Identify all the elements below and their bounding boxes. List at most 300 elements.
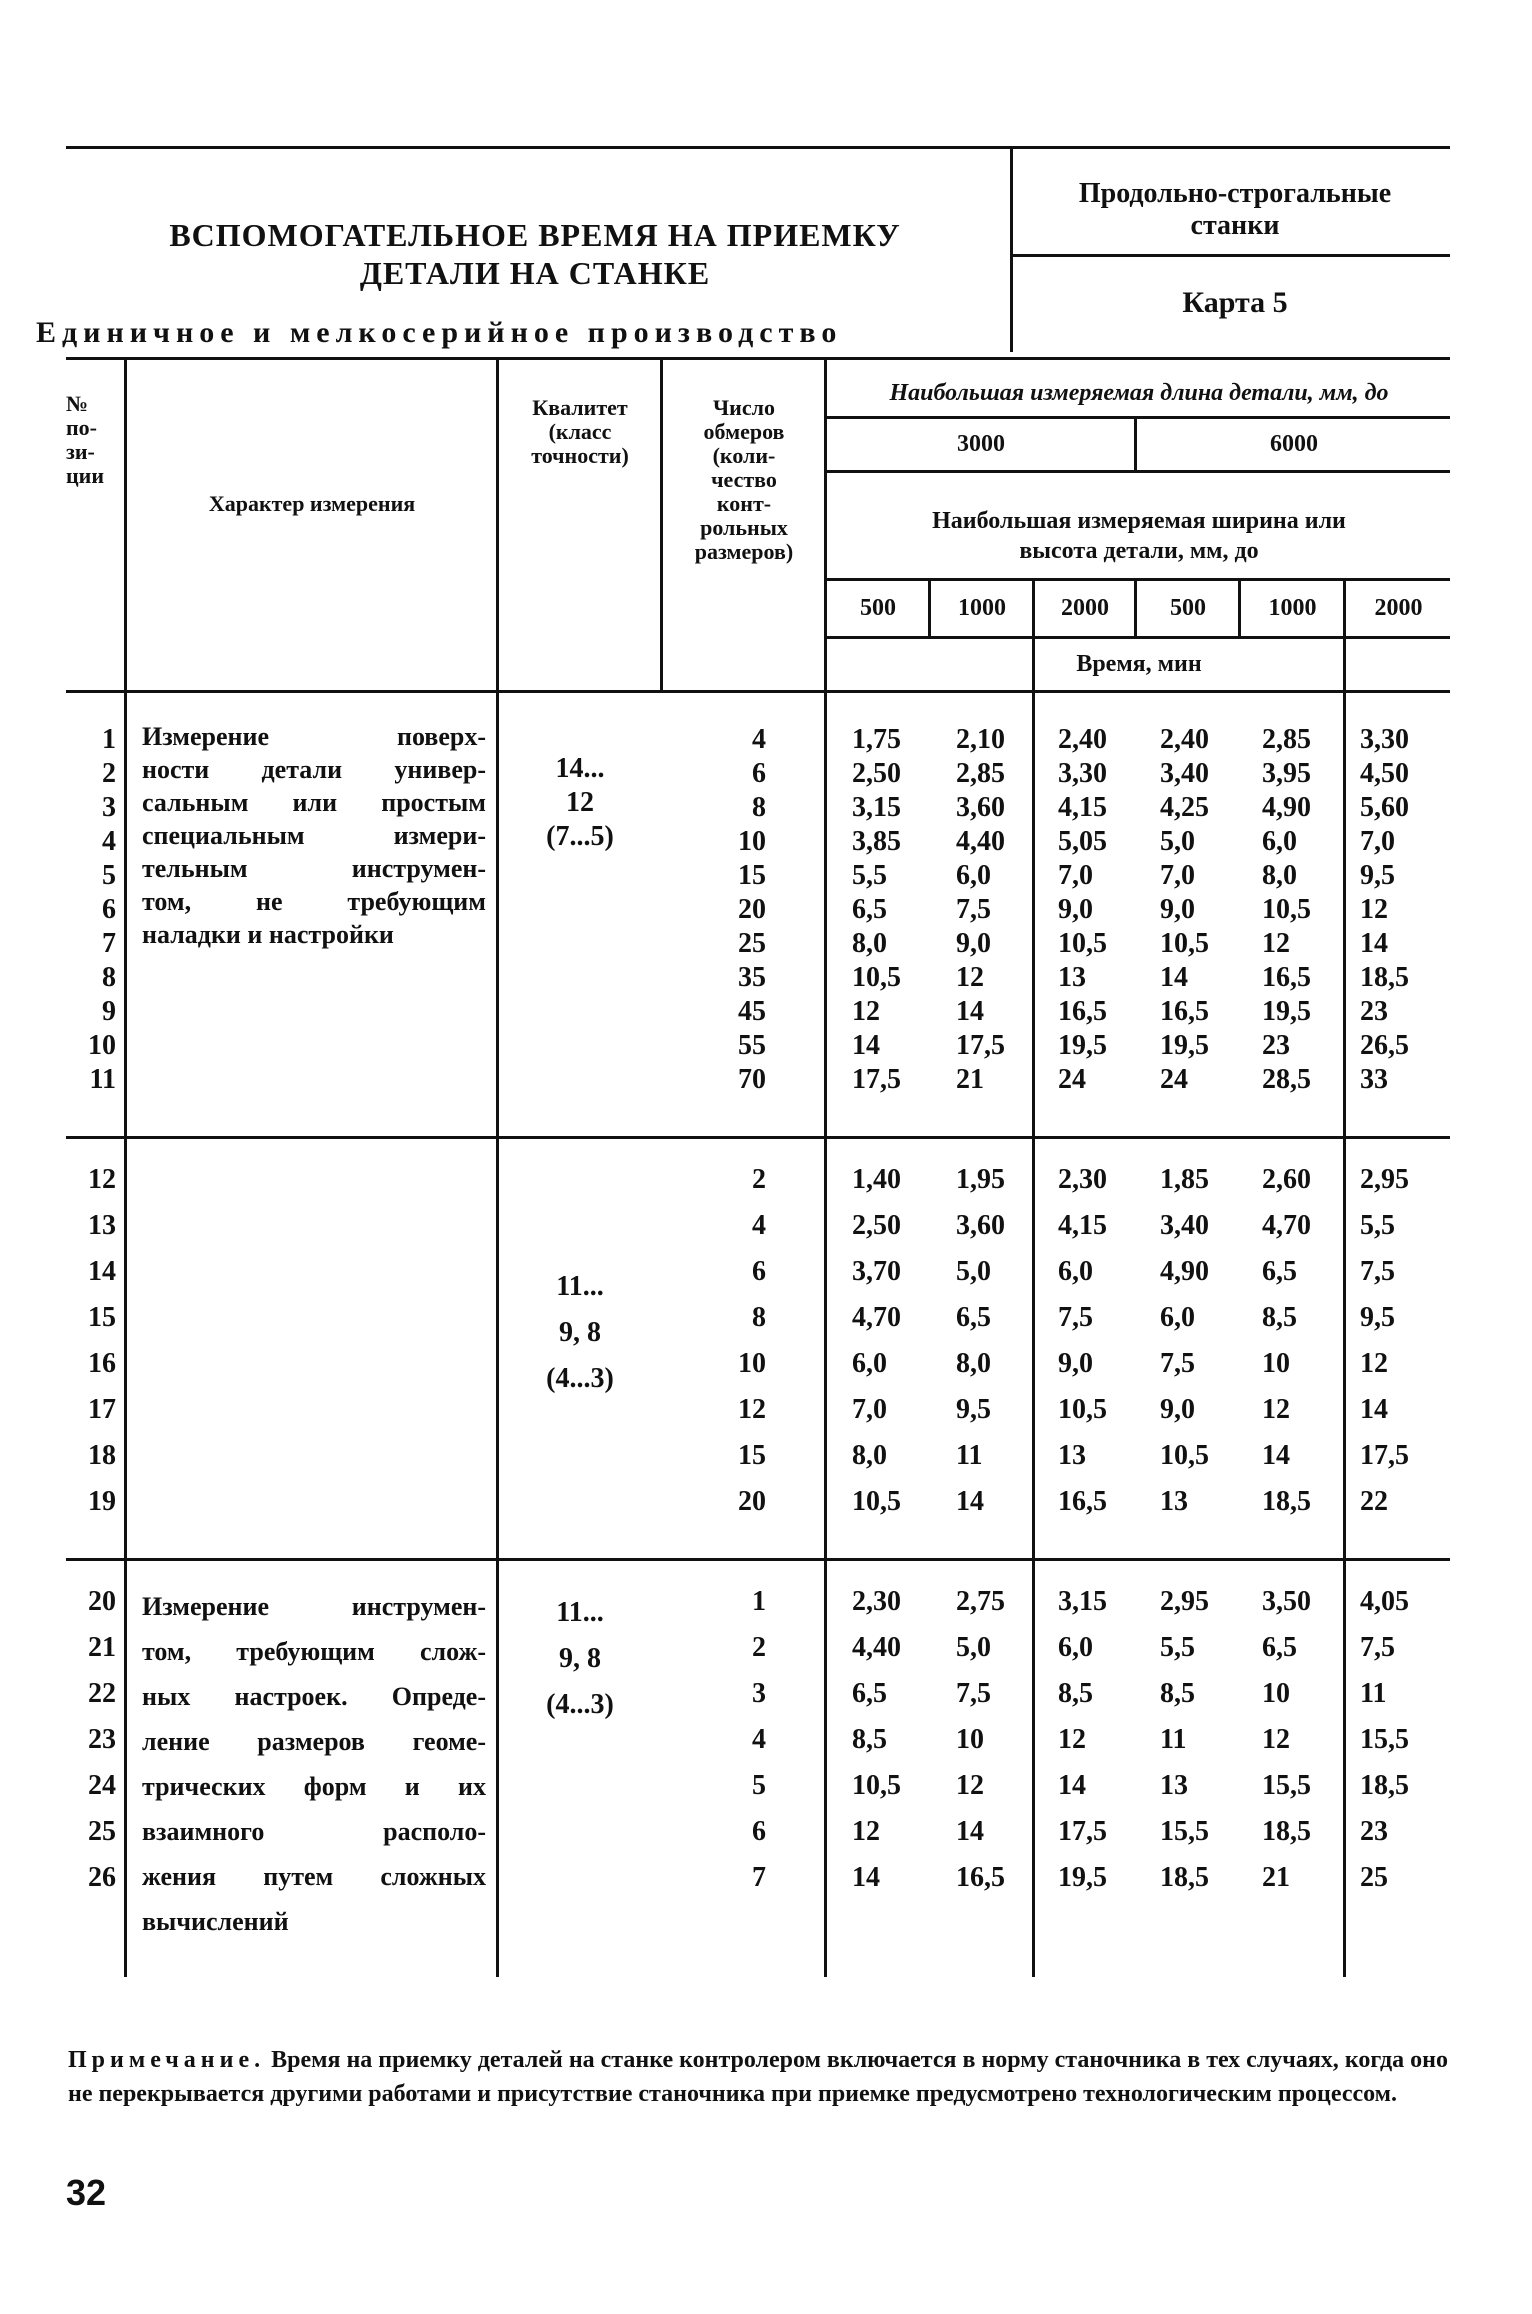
count-header-line: рольных [700, 515, 788, 540]
card-rule [1010, 254, 1450, 257]
time-value: 9,0 [1058, 1348, 1093, 1379]
time-value: 9,0 [1160, 894, 1195, 925]
kval-header-line: Квалитет [532, 395, 628, 420]
measure-count: 4 [752, 1210, 766, 1241]
table-top-rule [66, 357, 1450, 360]
time-value: 12 [1360, 894, 1388, 925]
time-value: 4,15 [1058, 792, 1107, 823]
time-value: 19,5 [1160, 1030, 1209, 1061]
machine-line-2: станки [1190, 210, 1280, 241]
measure-count: 8 [752, 792, 766, 823]
measure-count: 5 [752, 1770, 766, 1801]
time-value: 21 [1262, 1862, 1290, 1893]
time-value: 13 [1160, 1770, 1188, 1801]
time-value: 7,5 [1160, 1348, 1195, 1379]
measure-count: 35 [738, 962, 766, 993]
position-number: 18 [88, 1440, 116, 1471]
time-value: 16,5 [1058, 1486, 1107, 1517]
time-value: 10 [1262, 1348, 1290, 1379]
time-value: 18,5 [1262, 1816, 1311, 1847]
time-value: 3,40 [1160, 758, 1209, 789]
time-value: 13 [1058, 1440, 1086, 1471]
time-value: 11 [1160, 1724, 1187, 1755]
group-3-kvalitet [500, 1590, 660, 1728]
measure-count: 10 [738, 826, 766, 857]
time-value: 4,40 [852, 1632, 901, 1663]
time-value: 4,70 [852, 1302, 901, 1333]
card-number: Карта 5 [1182, 286, 1288, 319]
time-value: 15,5 [1262, 1770, 1311, 1801]
time-value: 7,0 [852, 1394, 887, 1425]
time-value: 14 [956, 1816, 984, 1847]
time-value: 8,0 [956, 1348, 991, 1379]
group-rule-1 [66, 1136, 1450, 1139]
description-line: жения путем сложных [142, 1862, 486, 1891]
time-value: 6,5 [852, 1678, 887, 1709]
measure-count: 6 [752, 1256, 766, 1287]
measure-count: 7 [752, 1862, 766, 1893]
measure-count: 1 [752, 1586, 766, 1617]
time-value: 5,05 [1058, 826, 1107, 857]
time-value: 5,0 [1160, 826, 1195, 857]
title-line-2: ДЕТАЛИ НА СТАНКЕ [359, 255, 711, 291]
pos-header-line: по- [66, 415, 98, 440]
position-number: 4 [102, 826, 116, 857]
time-value: 6,5 [852, 894, 887, 925]
time-value: 12 [956, 1770, 984, 1801]
time-value: 2,95 [1160, 1586, 1209, 1617]
char-column-header: Характер измерения [208, 491, 416, 516]
description-line: специальным измери- [142, 821, 486, 850]
time-value: 6,0 [1160, 1302, 1195, 1333]
time-value: 18,5 [1360, 1770, 1409, 1801]
time-value: 3,60 [956, 1210, 1005, 1241]
time-value: 16,5 [1058, 996, 1107, 1027]
measure-count: 3 [752, 1678, 766, 1709]
time-value: 15,5 [1160, 1816, 1209, 1847]
time-value: 12 [852, 1816, 880, 1847]
position-number: 24 [88, 1770, 116, 1801]
time-value: 3,85 [852, 826, 901, 857]
col-line-count [824, 357, 827, 1977]
time-value: 17,5 [1058, 1816, 1107, 1847]
title-line-1: ВСПОМОГАТЕЛЬНОЕ ВРЕМЯ НА ПРИЕМКУ [169, 217, 901, 253]
time-value: 8,5 [1262, 1302, 1297, 1333]
group-2-kvalitet [500, 1264, 660, 1402]
time-value: 11 [956, 1440, 983, 1471]
width-500-a: 500 [860, 595, 896, 621]
time-value: 15,5 [1360, 1724, 1409, 1755]
pos-header-line: ции [66, 463, 105, 488]
measure-count: 2 [752, 1632, 766, 1663]
time-value: 2,75 [956, 1586, 1005, 1617]
kvalitet-line: 14... [555, 753, 605, 784]
position-number: 22 [88, 1678, 116, 1709]
width-2000-b: 2000 [1374, 595, 1423, 621]
time-value: 22 [1360, 1486, 1388, 1517]
time-value: 18,5 [1262, 1486, 1311, 1517]
time-value: 5,5 [852, 860, 887, 891]
time-value: 9,0 [1160, 1394, 1195, 1425]
time-value: 6,5 [956, 1302, 991, 1333]
measure-count: 20 [738, 894, 766, 925]
position-number: 3 [102, 792, 116, 823]
length-values-rule [824, 470, 1450, 473]
time-value: 10,5 [852, 1486, 901, 1517]
note [68, 2043, 1448, 2111]
time-value: 10,5 [1262, 894, 1311, 925]
time-value: 7,0 [1058, 860, 1093, 891]
time-value: 7,5 [1360, 1632, 1395, 1663]
length-6000: 6000 [1270, 431, 1318, 457]
time-value: 7,5 [956, 1678, 991, 1709]
time-value: 3,70 [852, 1256, 901, 1287]
time-value: 3,15 [852, 792, 901, 823]
time-value: 11 [1360, 1678, 1387, 1709]
measure-count: 25 [738, 928, 766, 959]
position-number: 14 [88, 1256, 116, 1287]
col-line-char [496, 357, 499, 1977]
time-value: 14 [1262, 1440, 1290, 1471]
description-line: трических форм и их [142, 1772, 486, 1801]
col-line-w1 [928, 578, 931, 636]
time-value: 4,90 [1160, 1256, 1209, 1287]
time-value: 6,0 [852, 1348, 887, 1379]
time-value: 4,50 [1360, 758, 1409, 789]
time-value: 4,05 [1360, 1586, 1409, 1617]
col-line-w5 [1343, 578, 1346, 1977]
description-line: сальным или простым [142, 788, 486, 817]
time-value: 14 [956, 996, 984, 1027]
time-value: 14 [1160, 962, 1188, 993]
count-header-line: (коли- [712, 443, 776, 468]
position-number: 19 [88, 1486, 116, 1517]
machine-line-1: Продольно-строгальные [1078, 178, 1392, 209]
group-1-kvalitet [500, 752, 660, 854]
time-value: 4,90 [1262, 792, 1311, 823]
time-value: 4,15 [1058, 1210, 1107, 1241]
time-value: 5,5 [1360, 1210, 1395, 1241]
time-value: 14 [1058, 1770, 1086, 1801]
time-value: 7,0 [1360, 826, 1395, 857]
time-value: 2,85 [956, 758, 1005, 789]
kvalitet-line: 11... [556, 1271, 604, 1302]
kval-column-header [500, 396, 660, 468]
time-value: 6,5 [1262, 1632, 1297, 1663]
time-value: 7,0 [1160, 860, 1195, 891]
measure-count: 12 [738, 1394, 766, 1425]
time-value: 7,5 [1058, 1302, 1093, 1333]
time-value: 9,5 [1360, 860, 1395, 891]
time-value: 3,30 [1058, 758, 1107, 789]
measure-count: 4 [752, 724, 766, 755]
description-line: Измерение поверх- [142, 722, 486, 751]
measure-count: 55 [738, 1030, 766, 1061]
time-value: 19,5 [1262, 996, 1311, 1027]
position-number: 6 [102, 894, 116, 925]
col-line-length-split [1134, 416, 1137, 470]
measure-count: 15 [738, 860, 766, 891]
position-number: 10 [88, 1030, 116, 1061]
time-value: 8,0 [852, 1440, 887, 1471]
time-value: 8,5 [852, 1724, 887, 1755]
measure-count: 20 [738, 1486, 766, 1517]
time-value: 4,25 [1160, 792, 1209, 823]
description-line: ных настроек. Опреде- [142, 1682, 486, 1711]
group-rule-2 [66, 1558, 1450, 1561]
position-number: 5 [102, 860, 116, 891]
description-line: тельным инструмен- [142, 854, 486, 883]
time-value: 14 [852, 1862, 880, 1893]
kvalitet-line: (4...3) [546, 1689, 614, 1720]
time-value: 6,0 [956, 860, 991, 891]
width-1000-a: 1000 [958, 595, 1006, 621]
time-value: 2,50 [852, 758, 901, 789]
measure-count: 8 [752, 1302, 766, 1333]
time-value: 10 [1262, 1678, 1290, 1709]
page-number: 32 [66, 2172, 107, 2213]
time-value: 14 [1360, 928, 1388, 959]
time-value: 3,30 [1360, 724, 1409, 755]
count-column-header [664, 396, 824, 564]
description-line: том, требующим слож- [142, 1637, 486, 1666]
measure-count: 6 [752, 1816, 766, 1847]
page-title [110, 216, 960, 292]
time-value: 6,0 [1058, 1632, 1093, 1663]
time-value: 2,40 [1058, 724, 1107, 755]
position-number: 15 [88, 1302, 116, 1333]
time-value: 6,5 [1262, 1256, 1297, 1287]
description-line: вычислений [142, 1907, 289, 1936]
time-value: 2,30 [1058, 1164, 1107, 1195]
time-value: 23 [1360, 1816, 1388, 1847]
measure-count: 6 [752, 758, 766, 789]
time-value: 18,5 [1160, 1862, 1209, 1893]
time-value: 5,5 [1160, 1632, 1195, 1663]
count-header-line: Число [713, 395, 775, 420]
time-value: 1,75 [852, 724, 901, 755]
time-value: 5,0 [956, 1632, 991, 1663]
time-value: 8,0 [852, 928, 887, 959]
count-header-line: конт- [716, 491, 772, 516]
time-value: 2,30 [852, 1586, 901, 1617]
pos-header-line: зи- [66, 439, 95, 464]
time-value: 6,0 [1262, 826, 1297, 857]
description-line: ности детали универ- [142, 755, 486, 784]
kvalitet-line: 9, 8 [559, 1643, 601, 1674]
time-value: 9,5 [956, 1394, 991, 1425]
time-value: 16,5 [1262, 962, 1311, 993]
time-value: 9,0 [956, 928, 991, 959]
time-value: 8,0 [1262, 860, 1297, 891]
max-width-line: высота детали, мм, до [1019, 538, 1259, 564]
kval-header-line: (класс [548, 419, 612, 444]
time-value: 12 [852, 996, 880, 1027]
time-unit-header: Время, мин [1076, 651, 1202, 677]
group-1-description [142, 720, 486, 951]
machine-type [1020, 178, 1450, 242]
position-number: 16 [88, 1348, 116, 1379]
time-value: 1,40 [852, 1164, 901, 1195]
width-values-rule [824, 636, 1450, 639]
time-value: 12 [1360, 1348, 1388, 1379]
width-500-b: 500 [1170, 595, 1206, 621]
max-length-header: Наибольшая измеряемая длина детали, мм, до [889, 380, 1389, 406]
time-value: 33 [1360, 1064, 1388, 1095]
description-line: наладки и настройки [142, 920, 394, 949]
time-value: 1,85 [1160, 1164, 1209, 1195]
header-bottom-rule [66, 690, 1450, 693]
time-value: 10,5 [1160, 928, 1209, 959]
time-value: 10,5 [1058, 928, 1107, 959]
time-value: 2,60 [1262, 1164, 1311, 1195]
length-rule [824, 416, 1450, 419]
group-3-description [142, 1584, 486, 1944]
time-value: 3,40 [1160, 1210, 1209, 1241]
col-line-kval-head [660, 357, 663, 690]
time-value: 14 [1360, 1394, 1388, 1425]
time-value: 3,50 [1262, 1586, 1311, 1617]
time-value: 6,0 [1058, 1256, 1093, 1287]
description-line: взаимного располо- [142, 1817, 486, 1846]
time-value: 2,85 [1262, 724, 1311, 755]
position-number: 21 [88, 1632, 116, 1663]
time-value: 26,5 [1360, 1030, 1409, 1061]
note-label: Примечание. [68, 2047, 266, 2073]
max-width-line: Наибольшая измеряемая ширина или [932, 508, 1346, 534]
time-value: 2,95 [1360, 1164, 1409, 1195]
description-line: том, не требующим [142, 887, 486, 916]
time-value: 17,5 [956, 1030, 1005, 1061]
measure-count: 70 [738, 1064, 766, 1095]
time-value: 12 [956, 962, 984, 993]
max-width-header [828, 506, 1450, 566]
position-number: 20 [88, 1586, 116, 1617]
time-value: 8,5 [1058, 1678, 1093, 1709]
time-value: 13 [1160, 1486, 1188, 1517]
width-1000-b: 1000 [1268, 595, 1317, 621]
position-number: 26 [88, 1862, 116, 1893]
kval-header-line: точности) [531, 443, 629, 468]
time-value: 9,5 [1360, 1302, 1395, 1333]
pos-column-header [66, 392, 124, 488]
col-line-w2 [1032, 578, 1035, 1977]
time-value: 10,5 [1058, 1394, 1107, 1425]
time-value: 9,0 [1058, 894, 1093, 925]
time-value: 2,10 [956, 724, 1005, 755]
kvalitet-line: 9, 8 [559, 1317, 601, 1348]
count-header-line: чество [711, 467, 777, 492]
header-divider [1010, 146, 1013, 352]
position-number: 1 [102, 724, 116, 755]
measure-count: 15 [738, 1440, 766, 1471]
count-header-line: обмеров [703, 419, 785, 444]
kvalitet-line: 11... [556, 1597, 604, 1628]
time-value: 21 [956, 1064, 984, 1095]
time-value: 24 [1160, 1064, 1188, 1095]
measure-count: 10 [738, 1348, 766, 1379]
position-number: 11 [89, 1064, 116, 1095]
time-value: 16,5 [956, 1862, 1005, 1893]
time-value: 23 [1360, 996, 1388, 1027]
time-value: 1,95 [956, 1164, 1005, 1195]
kvalitet-line: 12 [566, 787, 594, 818]
measure-count: 45 [738, 996, 766, 1027]
length-3000: 3000 [957, 431, 1005, 457]
time-value: 19,5 [1058, 1862, 1107, 1893]
time-value: 8,5 [1160, 1678, 1195, 1709]
col-line-w4 [1238, 578, 1241, 636]
time-value: 3,60 [956, 792, 1005, 823]
time-value: 2,50 [852, 1210, 901, 1241]
time-value: 25 [1360, 1862, 1388, 1893]
position-number: 8 [102, 962, 116, 993]
production-type: Единичное и мелкосерийное производство [36, 316, 843, 349]
col-line-w3 [1134, 578, 1137, 636]
top-rule [66, 146, 1450, 149]
position-number: 17 [88, 1394, 116, 1425]
time-value: 19,5 [1058, 1030, 1107, 1061]
measure-count: 2 [752, 1164, 766, 1195]
position-number: 23 [88, 1724, 116, 1755]
position-number: 12 [88, 1164, 116, 1195]
time-value: 12 [1262, 1724, 1290, 1755]
position-number: 13 [88, 1210, 116, 1241]
time-value: 3,15 [1058, 1586, 1107, 1617]
time-value: 24 [1058, 1064, 1086, 1095]
time-value: 5,60 [1360, 792, 1409, 823]
time-value: 14 [956, 1486, 984, 1517]
measure-count: 4 [752, 1724, 766, 1755]
time-value: 13 [1058, 962, 1086, 993]
time-value: 7,5 [1360, 1256, 1395, 1287]
time-value: 10,5 [852, 1770, 901, 1801]
time-value: 7,5 [956, 894, 991, 925]
position-number: 9 [102, 996, 116, 1027]
time-value: 10,5 [852, 962, 901, 993]
position-number: 7 [102, 928, 116, 959]
time-value: 10 [956, 1724, 984, 1755]
kvalitet-line: (4...3) [546, 1363, 614, 1394]
width-title-rule [824, 578, 1450, 581]
position-number: 2 [102, 758, 116, 789]
time-value: 12 [1262, 1394, 1290, 1425]
time-value: 3,95 [1262, 758, 1311, 789]
description-line: Измерение инструмен- [142, 1592, 486, 1621]
time-value: 23 [1262, 1030, 1290, 1061]
time-value: 4,70 [1262, 1210, 1311, 1241]
time-value: 16,5 [1160, 996, 1209, 1027]
time-value: 2,40 [1160, 724, 1209, 755]
time-value: 17,5 [852, 1064, 901, 1095]
note-text: Время на приемку деталей на станке контролером включается в норму станочника в тех случаях, когда оно не перекрывается другими работами и присутствие станочника при приемке предусмотрено технологическим процессом. [68, 2047, 1449, 2107]
time-value: 4,40 [956, 826, 1005, 857]
time-value: 28,5 [1262, 1064, 1311, 1095]
kvalitet-line: (7...5) [546, 821, 614, 852]
time-value: 10,5 [1160, 1440, 1209, 1471]
position-number: 25 [88, 1816, 116, 1847]
pos-header-line: № [66, 391, 89, 416]
time-value: 14 [852, 1030, 880, 1061]
time-value: 5,0 [956, 1256, 991, 1287]
time-value: 12 [1058, 1724, 1086, 1755]
description-line: ление размеров геоме- [142, 1727, 486, 1756]
count-header-line: размеров) [694, 539, 794, 564]
width-2000-a: 2000 [1061, 595, 1109, 621]
time-value: 17,5 [1360, 1440, 1409, 1471]
time-value: 18,5 [1360, 962, 1409, 993]
time-value: 12 [1262, 928, 1290, 959]
